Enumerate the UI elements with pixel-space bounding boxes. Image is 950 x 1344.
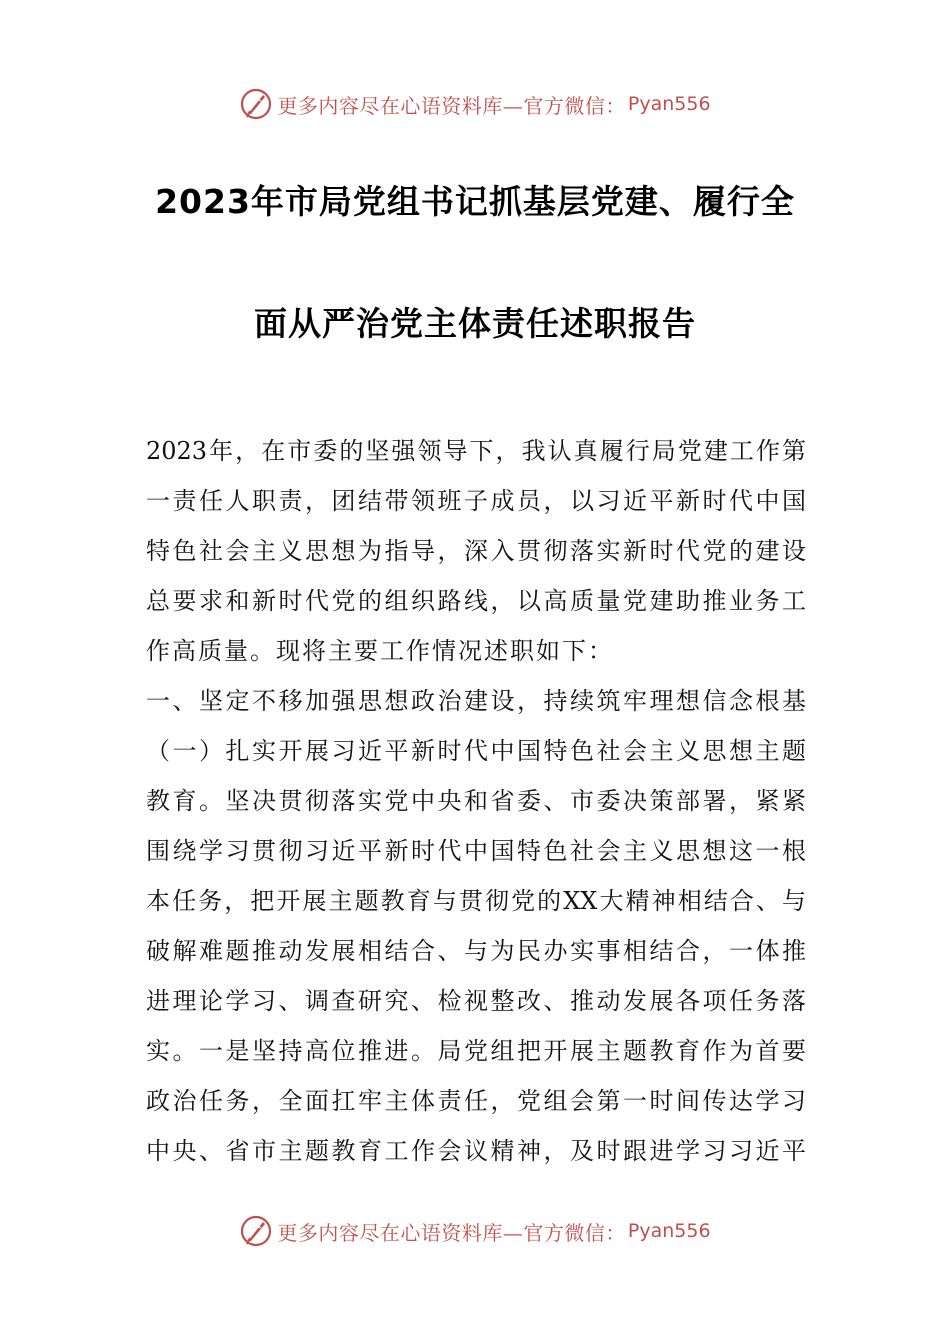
document-title-line-1: 2023年市局党组书记抓基层党建、履行全: [155, 182, 795, 221]
body-line: 中央、省市主题教育工作会议精神，及时跟进学习习近平: [146, 1137, 806, 1165]
body-line: 总要求和新时代党的组织路线，以高质量党建助推业务工: [146, 587, 806, 615]
body-line: 2023年，在市委的坚强领导下，我认真履行局党建工作第: [146, 437, 806, 465]
header-watermark: [0, 84, 950, 124]
body-text: [146, 426, 806, 1176]
body-line: 一责任人职责，团结带领班子成员，以习近平新时代中国: [146, 487, 806, 515]
section-heading: 一、坚定不移加强思想政治建设，持续筑牢理想信念根基: [146, 687, 806, 715]
body-line: （一）扎实开展习近平新时代中国特色社会主义思想主题: [146, 737, 806, 765]
watermark-wechat-id: Pyan556: [627, 93, 711, 115]
body-line: 本任务，把开展主题教育与贯彻党的XX大精神相结合、与: [146, 887, 806, 915]
quill-logo-icon: [239, 1214, 273, 1248]
watermark-text: 更多内容尽在心语资料库—官方微信：: [277, 1220, 626, 1245]
body-line: 围绕学习贯彻习近平新时代中国特色社会主义思想这一根: [146, 837, 806, 865]
body-line: 政治任务，全面扛牢主体责任，党组会第一时间传达学习: [146, 1087, 806, 1115]
document-title-line-2: 面从严治党主体责任述职报告: [254, 304, 696, 343]
body-line: 进理论学习、调查研究、检视整改、推动发展各项任务落: [146, 987, 806, 1015]
body-line: 实。一是坚持高位推进。局党组把开展主题教育作为首要: [146, 1037, 806, 1065]
watermark-text: 更多内容尽在心语资料库—官方微信：: [277, 93, 626, 118]
body-line: 教育。坚决贯彻落实党中央和省委、市委决策部署，紧紧: [146, 787, 806, 815]
watermark-wechat-id: Pyan556: [627, 1220, 711, 1242]
body-line: 作高质量。现将主要工作情况述职如下：: [146, 637, 614, 665]
quill-logo-icon: [239, 87, 273, 121]
footer-watermark: [0, 1211, 950, 1251]
body-line: 破解难题推动发展相结合、与为民办实事相结合，一体推: [146, 937, 806, 965]
body-line: 特色社会主义思想为指导，深入贯彻落实新时代党的建设: [146, 537, 806, 565]
